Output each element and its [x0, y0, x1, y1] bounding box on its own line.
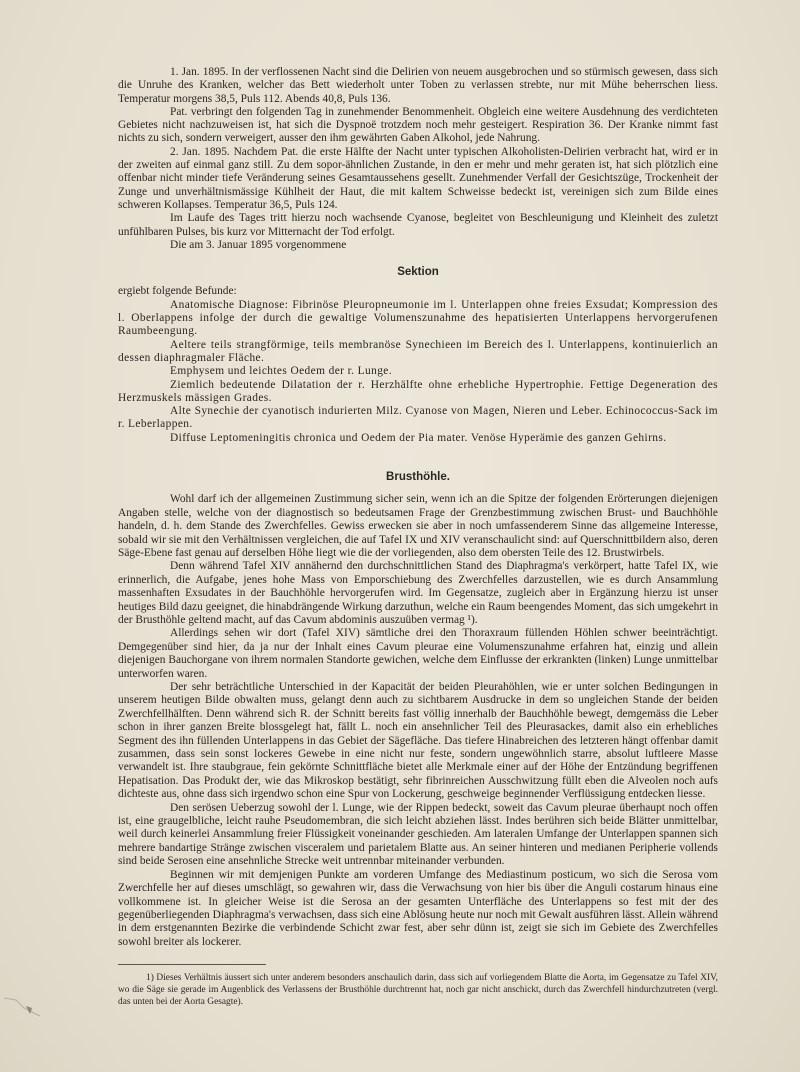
- case-paragraph: 2. Jan. 1895. Nachdem Pat. die erste Hälfte der Nacht unter typischen Alkoholisten-Delirien verbracht hat, wird er in der zweiten auf einmal ganz still. Zu dem sopor-ähnlichen Zustande, in den er mehr und mehr geraten ist, hat sich plötzlich eine offenbar nicht minder tiefe Veränderung seines Gesamtaussehens gesellt. Zunehmender Verfall der Gesichtszüge, Trockenheit der Zunge und unverhältnismässige Kühlheit der Haut, die mit kaltem Schweisse bedeckt ist, vereinigen sich zum Bilde eines schweren Kollapses. Temperatur 36,5, Puls 124.: [118, 145, 718, 211]
- finding-item: Diffuse Leptomeningitis chronica und Oedem der Pia mater. Venöse Hyperämie des ganzen Gehirns.: [170, 431, 667, 444]
- finding-item: Aeltere teils strangförmige, teils membranöse Synechieen im Bereich des l. Unterlappens, kontinuierlich an dessen diaphragmaler Fläche.: [118, 338, 718, 364]
- body-paragraph: Der sehr beträchtliche Unterschied in der Kapacität der beiden Pleurahöhlen, wie er unter solchen Bedingungen in unserem heutigen Bilde obwalten muss, gelangt denn auch zu sichtbarem Ausdrucke in dem so ungleichen Stande der beiden Zwerchfellhälften. Denn während sich R. der Schnitt bereits fast völlig innerhalb der Bauchhöhle bewegt, demgemäss die Leber schon in ihrer ganzen Breite blossgelegt hat, fällt L. noch ein ansehnlicher Teil des Pleurasackes, damit also ein erhebliches Segment des ihn füllenden Unterlappens in das Gebiet der Sägefläche. Das tiefere Hinabreichen des letzteren hängt offenbar damit zusammen, dass sein sonst lockeres Gewebe in eine nicht nur feste, sondern ungewöhnlich starre, absolut luftleere Masse verwandelt ist. Ihre staubgraue, fein gekörnte Schnittfläche bietet alle Merkmale einer auf der Höhe der Entzündung begriffenen Hepatisation. Das Produkt der, wie das Mikroskop bestätigt, sehr fibrinreichen Ausschwitzung füllt eben die Alveolen noch aufs dichteste aus, ohne dass sich irgendwo schon eine Spur von Lockerung, geschweige beginnender Verflüssigung entdecken liesse.: [118, 681, 718, 801]
- footnote-divider: [118, 964, 266, 965]
- case-paragraph: 1. Jan. 1895. In der verflossenen Nacht sind die Delirien von neuem ausgebrochen und so stürmisch gewesen, dass sich die Unruhe des Kranken, welcher das Bett wiederholt unter Toben zu verlassen strebte, nur mit Mühe beherrschen liess. Temperatur morgens 38,5, Puls 112. Abends 40,8, Puls 136.: [118, 66, 718, 105]
- finding-item: Alte Synechie der cyanotisch indurierten Milz. Cyanose von Magen, Nieren und Leber. Echinococcus-Sack im r. Leberlappen.: [118, 405, 718, 431]
- body-paragraph: Wohl darf ich der allgemeinen Zustimmung sicher sein, wenn ich an die Spitze der folgenden Erörterungen diejenigen Angaben stelle, welche von der diagnostisch so bedeutsamen Frage der Grenzbestimmung zwischen Brust- und Bauchhöhle handeln, d. h. dem Stande des Zwerchfelles. Gewiss erwecken sie aber in noch umfassenderem Sinne das allgemeine Interesse, sobald wir sie mit den Verhältnissen vergleichen, die auf Tafel IX und XIV veranschaulicht sind: auf Querschnittbildern also, deren Säge-Ebene fast genau auf derselben Höhe liegt wie die der vorliegenden, also dem obersten Teile des 12. Brustwirbels.: [118, 493, 718, 559]
- case-paragraph: Die am 3. Januar 1895 vorgenommene: [170, 238, 347, 251]
- footnote-text: 1) Dieses Verhältnis äussert sich unter anderem besonders anschaulich darin, dass sich auf vorliegendem Blatte die Aorta, im Gegensatze zu Tafel XIV, wo die Säge sie gerade im Augenblick des Verlassens der Brusthöhle durchtrennt hat, noch gar nicht anschickt, durch das Zwerchfell hindurchzutreten (vergl. das unten bei der Aorta Gesagte).: [118, 973, 718, 1007]
- page-text: [118, 66, 718, 1009]
- brusthoehle-heading: Brusthöhle.: [386, 471, 450, 484]
- finding-item: Ziemlich bedeutende Dilatation der r. Herzhälfte ohne erhebliche Hypertrophie. Fettige Degeneration des Herzmuskels mässigen Grades.: [118, 378, 718, 404]
- body-paragraph: Beginnen wir mit demjenigen Punkte am vorderen Umfange des Mediastinum posticum, wo sich die Serosa vom Zwerchfelle her auf dieses umschlägt, so gewahren wir, dass die Verwachsung von hier bis über die Anguli costarum hinaus eine vollkommene ist. In gleicher Weise ist die Serosa an der gesamten Unterfläche des Unterlappens so fest mit der des gegenüberliegenden Diaphragma's verwachsen, dass sich eine Ablösung heute nur noch mit Gewalt ausführen lässt. Allein während in dem erstgenannten Bezirke die verbindende Schicht zwar fest, aber sehr dünn ist, zeigt sie sich im Gebiete des Zwerchfelles sowohl breiter als lockerer.: [118, 868, 718, 948]
- body-paragraph: Allerdings sehen wir dort (Tafel XIV) sämtliche drei den Thoraxraum füllenden Höhlen schwer beeinträchtigt. Demgegenüber sind hier, da ja nur der Inhalt eines Cavum pleurae eine Volumenszunahme erfahren hat, einzig und allein diejenigen Bauchorgane von ihrem normalen Standorte gewichen, welche dem Einflusse der erkrankten (linken) Lunge unmittelbar unterworfen waren.: [118, 627, 718, 680]
- footnote: [118, 973, 718, 1008]
- finding-item: Emphysem und leichtes Oedem der r. Lunge.: [170, 365, 393, 378]
- case-paragraph: Pat. verbringt den folgenden Tag in zunehmender Benommenheit. Obgleich eine weitere Ausdehnung des verdichteten Gebietes nicht nachzuweisen ist, hat sich die Dyspnoë trotzdem noch mehr gesteigert. Respiration 36. Der Kranke nimmt fast nichts zu sich, sondern verweigert, ausser den ihm gewährten Gaben Alkohol, jede Nahrung.: [118, 105, 718, 145]
- finding-item: Anatomische Diagnose: Fibrinöse Pleuropneumonie im l. Unterlappen ohne freies Exsudat; Kompression des l. Oberlappens infolge der durch die gewaltige Volumenszunahme des hepatisierten Unterlappens hervorgerufenen Raumbeengung.: [118, 298, 718, 338]
- sektion-heading: Sektion: [397, 266, 439, 279]
- body-paragraph: Den serösen Ueberzug sowohl der l. Lunge, wie der Rippen bedeckt, soweit das Cavum pleurae überhaupt noch offen ist, eine graugelbliche, leicht rauhe Pseudomembran, die sich leicht abziehen lässt. Indes berühren sich beide Blätter unmittelbar, weil durch keinerlei Ansammlung freier Flüssigkeit voneinander geschieden. Am lateralen Umfange der Unterlappen spannen sich mehrere bandartige Stränge zwischen visceralem und parietalem Blatte aus. An seiner hinteren und medianen Peripherie vollends sind beide Serosen eine ansehnliche Strecke weit untrennbar miteinander verbunden.: [118, 801, 718, 868]
- body-paragraph: Denn während Tafel XIV annähernd den durchschnittlichen Stand des Diaphragma's verkörpert, hatte Tafel IX, wie erinnerlich, die Aufgabe, jenes hohe Mass von Emporschiebung des Zwerchfelles darzustellen, wie es durch Ansammlung massenhaften Exsudates in der Bauchhöhle hervorgerufen wird. Im Gegensatze, zugleich aber in Ergänzung hierzu ist unser heutiges Bild dazu geeignet, die hinabdrängende Wirkung darzuthun, welche ein Raum beengendes Moment, das sich umgekehrt in der Brusthöhle geltend macht, auf das Cavum abdominis auszuüben vermag ¹).: [118, 560, 719, 626]
- paper-smudge-icon: [2, 990, 42, 1020]
- brusthoehle-body: [118, 493, 718, 949]
- sektion-intro: ergiebt folgende Befunde:: [118, 285, 237, 298]
- case-paragraph: Im Laufe des Tages tritt hierzu noch wachsende Cyanose, begleitet von Beschleunigung und Kleinheit des zuletzt unfühlbaren Pulses, bis kurz vor Mitternacht der Tod erfolgt.: [118, 212, 718, 238]
